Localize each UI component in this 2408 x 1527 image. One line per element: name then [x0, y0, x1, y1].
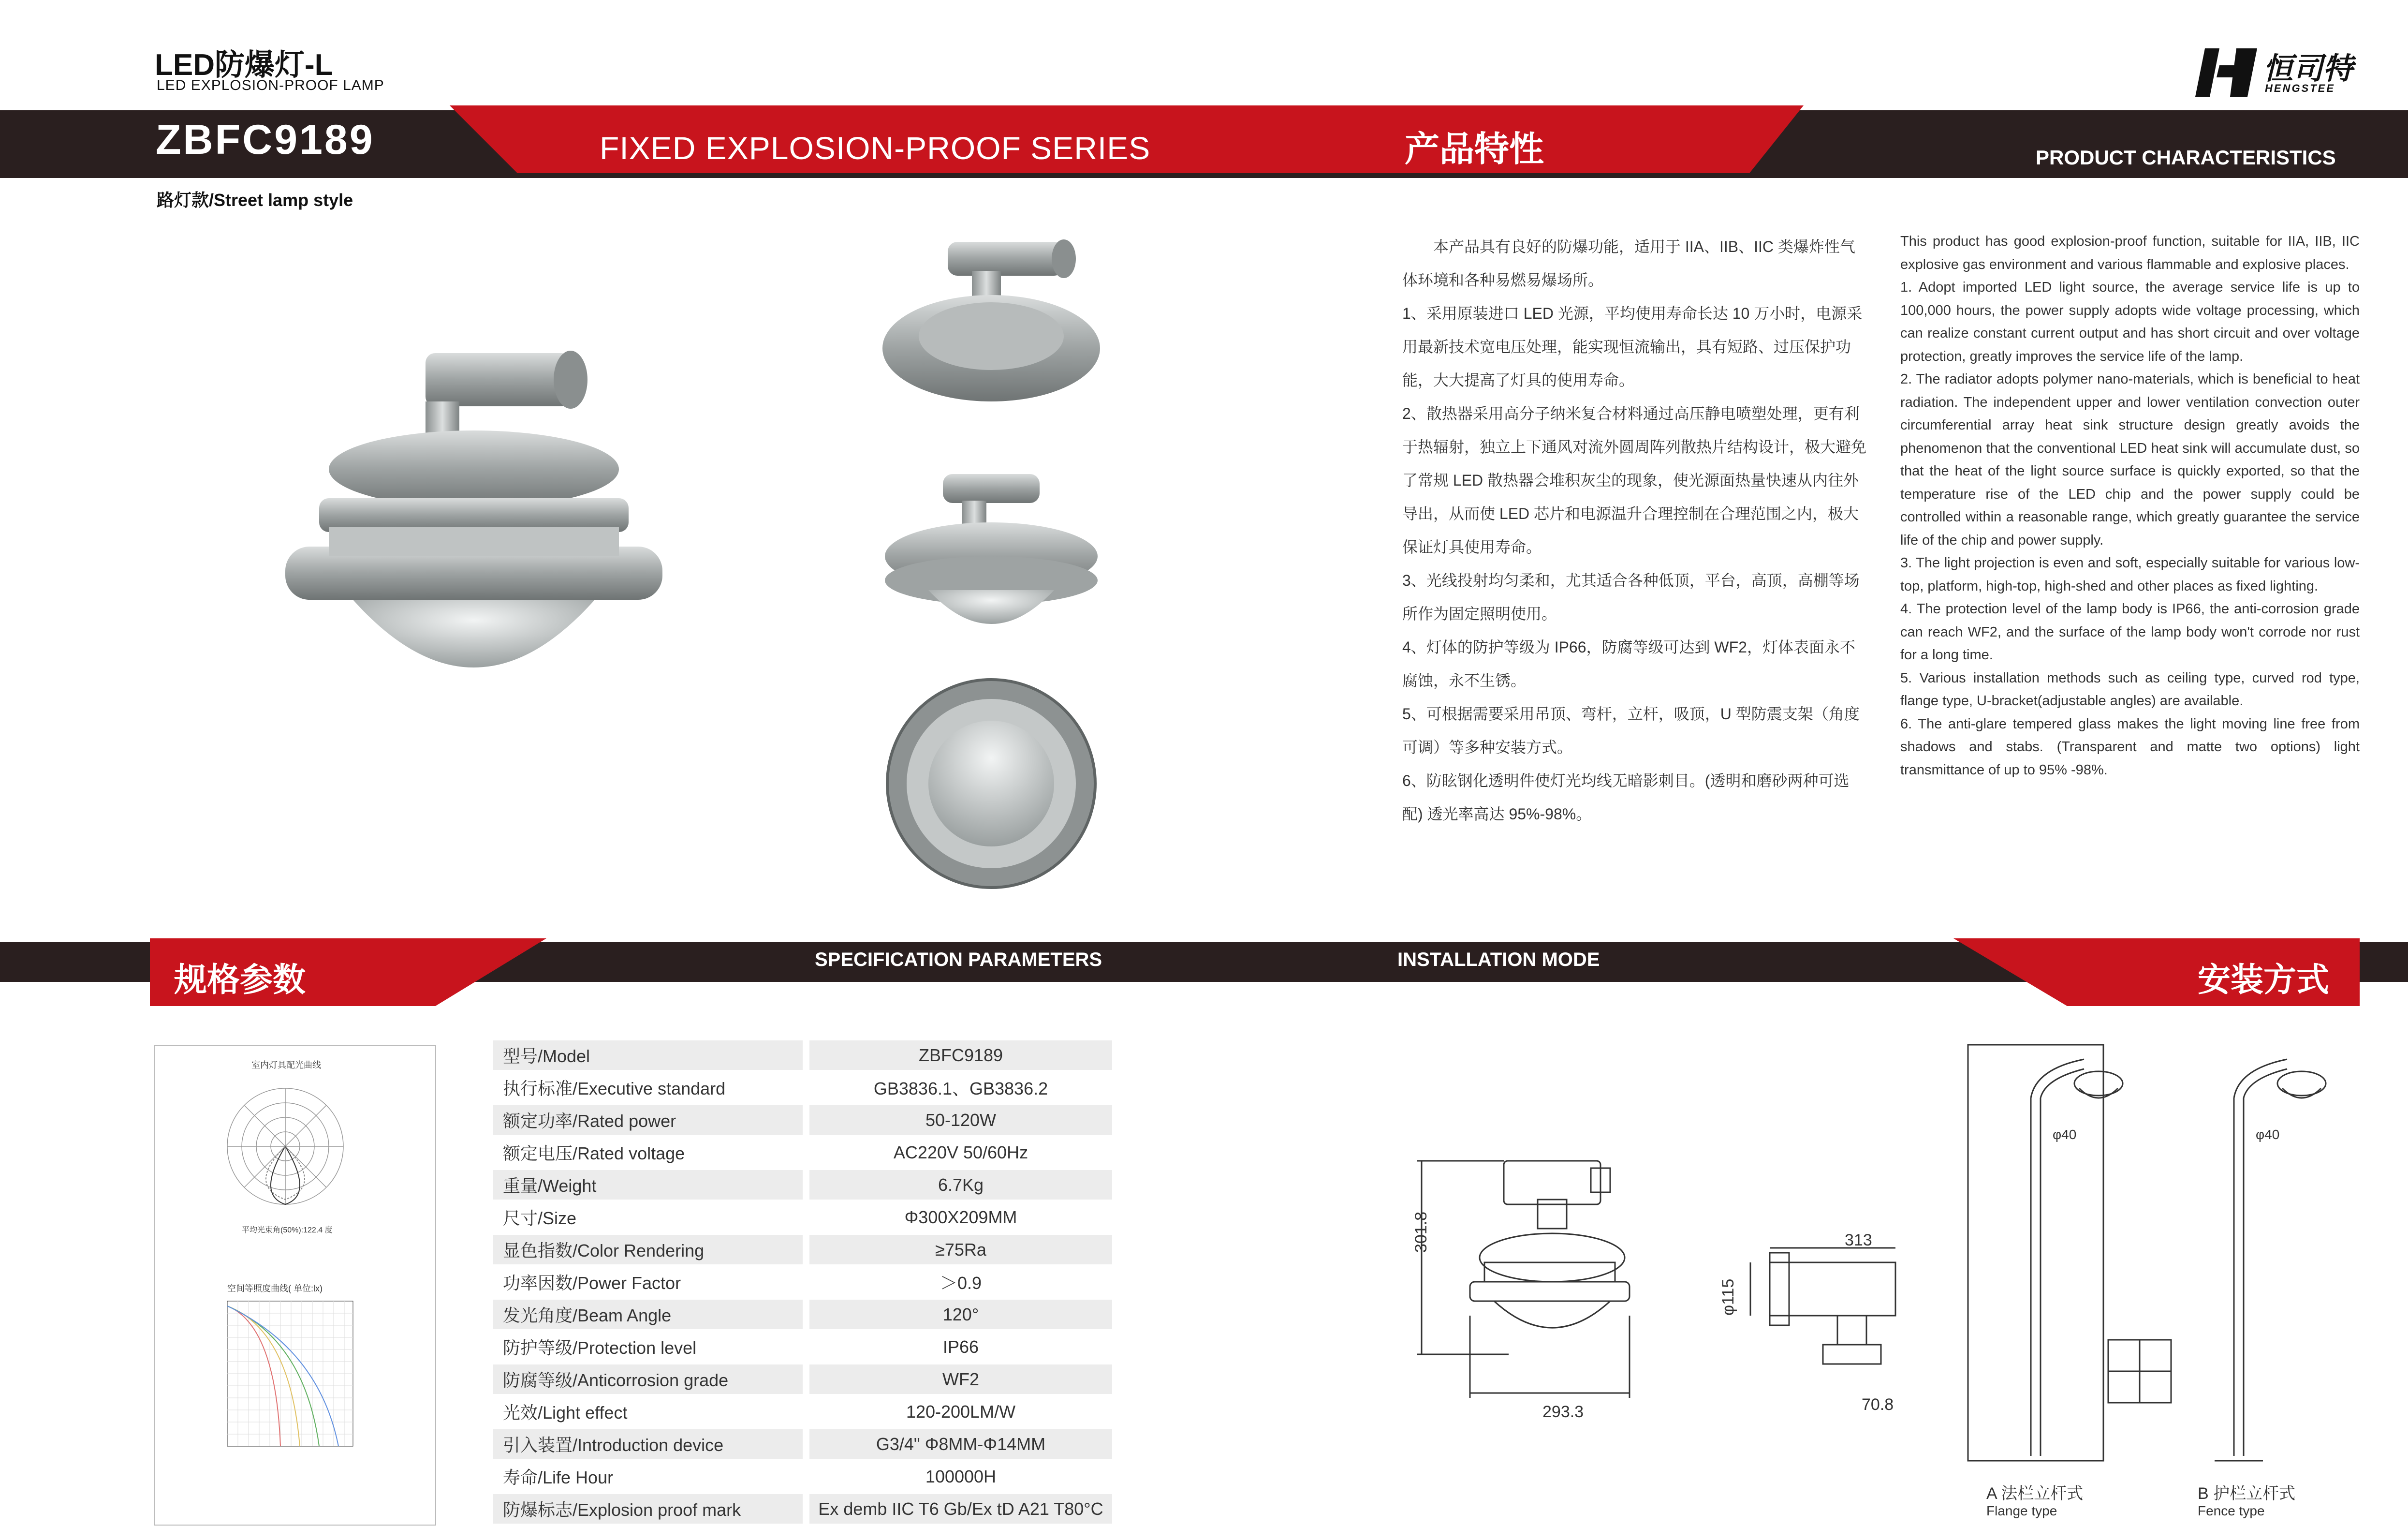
spec-gap	[803, 1105, 809, 1135]
spec-value: 120-200LM/W	[906, 1401, 1016, 1422]
spec-gap	[803, 1040, 809, 1070]
spec-gap	[803, 1202, 809, 1232]
spec-value: Φ300X209MM	[904, 1207, 1017, 1227]
spec-gap	[803, 1332, 809, 1362]
spec-value: 6.7Kg	[809, 1170, 1112, 1200]
spec-row	[493, 1494, 1112, 1524]
feature-en-3: 3. The light projection is even and soft, especially suitable for various low-top, platform, high-top, high-shed and other places as fixed lighting.	[1900, 555, 2360, 594]
spec-key: 尺寸/Size	[503, 1208, 577, 1228]
spec-gap	[803, 1073, 809, 1102]
feature-cn-2: 2、散热器采用高分子纳米复合材料通过高压静电喷塑处理，更有利于热辐射，独立上下通风对流外圆周阵列散热片结构设计，极大避免了常规 LED 散热器会堆积灰尘的现象，使光源面热量快速从内往外导出，从而使 LED 芯片和电源温升合理控制在合理范围之内，极大保证灯具使用寿命。	[1402, 405, 1867, 556]
dim-base: 70.8	[1862, 1395, 1894, 1414]
spec-key: 光效/Light effect	[503, 1403, 628, 1423]
spec-row	[493, 1429, 1112, 1459]
pole-b-diameter: φ40	[2256, 1127, 2280, 1142]
spec-row	[493, 1397, 1112, 1426]
install-title-en: INSTALLATION MODE	[1397, 949, 1600, 970]
spec-row	[493, 1462, 1112, 1491]
spec-gap	[803, 1429, 809, 1459]
spec-row	[493, 1332, 1112, 1362]
spec-value: ZBFC9189	[809, 1040, 1112, 1070]
polar-chart-caption: 平均光束角(50%):122.4 度	[242, 1226, 333, 1234]
spec-key: 功率因数/Power Factor	[503, 1273, 681, 1293]
spec-gap	[803, 1397, 809, 1426]
spec-title-en: SPECIFICATION PARAMETERS	[815, 949, 1102, 970]
feature-cn-3: 3、光线投射均匀柔和，尤其适合各种低顶，平台，高顶，高棚等场所作为固定照明使用。	[1402, 572, 1860, 623]
install-b-label-cn: B 护栏立杆式	[2198, 1484, 2296, 1503]
dim-arm-diameter: φ115	[1719, 1278, 1737, 1316]
dim-arm-length: 313	[1845, 1231, 1872, 1249]
isolux-chart	[218, 1296, 363, 1461]
style-subtitle: 路灯款/Street lamp style	[157, 190, 353, 210]
model-number: ZBFC9189	[156, 117, 375, 163]
spec-gap	[803, 1235, 809, 1264]
spec-row	[493, 1300, 1112, 1329]
spec-key: 防护等级/Protection level	[503, 1338, 697, 1358]
iso-chart-title: 空间等照度曲线( 单位:lx)	[227, 1284, 323, 1293]
feature-cn-5: 5、可根据需要采用吊顶、弯杆，立杆，吸顶，U 型防震支架（角度可调）等多种安装方式。	[1402, 705, 1860, 756]
feature-en-intro: This product has good explosion-proof function, suitable for IIA, IIB, IIC explosive gas environment and various flammable and explosive places.	[1900, 234, 2360, 272]
install-title-cn: 安装方式	[2198, 962, 2330, 998]
spec-value: AC220V 50/60Hz	[893, 1142, 1028, 1162]
spec-key: 额定功率/Rated power	[493, 1105, 803, 1135]
spec-key: 引入装置/Introduction device	[493, 1429, 803, 1459]
dim-width: 293.3	[1542, 1403, 1584, 1421]
spec-key: 防爆标志/Explosion proof mark	[493, 1494, 803, 1524]
feature-cn-intro: 本产品具有良好的防爆功能，适用于 IIA、IIB、IIC 类爆炸性气体环境和各种易燃易爆场所。	[1402, 238, 1855, 289]
spec-key: 型号/Model	[493, 1040, 803, 1070]
install-b-label-en: Fence type	[2198, 1503, 2265, 1518]
spec-gap	[803, 1170, 809, 1200]
spec-value: WF2	[809, 1364, 1112, 1394]
feature-en-2: 2. The radiator adopts polymer nano-materials, which is beneficial to heat radiation. The independent upper and lower ventilation convection outer circumferential array heat sink structure design greatly avoids the phenomenon that the conventional LED heat sink will accumulate dust, so that the heat of the light source surface is quickly exported, so that the temperature rise of the LED chip and the power supply could be controlled within a reasonable range, which greatly guarantee the service life of the chip and power supply.	[1900, 371, 2360, 548]
spec-value: GB3836.1、GB3836.2	[873, 1079, 1048, 1098]
brand-name-cn: 恒司特	[2263, 52, 2353, 86]
dim-height: 301.8	[1412, 1211, 1430, 1253]
spec-table	[493, 1038, 1112, 1527]
install-a-label-cn: A 法栏立杆式	[1986, 1484, 2084, 1503]
spec-key: 执行标准/Executive standard	[503, 1079, 726, 1098]
spec-value: Ex demb IIC T6 Gb/Ex tD A21 T80°C	[809, 1494, 1112, 1524]
lamp-photo-top-view	[875, 232, 1107, 406]
spec-value: G3/4" Φ8MM-Φ14MM	[809, 1429, 1112, 1459]
install-a-label-en: Flange type	[1986, 1503, 2057, 1518]
product-title-en: LED EXPLOSION-PROOF LAMP	[157, 77, 384, 93]
brand-name-en: HENGSTEE	[2265, 82, 2335, 94]
spec-gap	[803, 1462, 809, 1491]
spec-value: ＞0.9	[940, 1273, 982, 1293]
spec-value: 50-120W	[809, 1105, 1112, 1135]
series-title: FIXED EXPLOSION-PROOF SERIES	[600, 130, 1151, 166]
installation-drawings	[1963, 1040, 2379, 1475]
spec-gap	[803, 1138, 809, 1167]
spec-key: 显色指数/Color Rendering	[493, 1235, 803, 1264]
features-en-text	[1900, 230, 2360, 782]
polar-light-distribution-chart	[208, 1074, 382, 1219]
feature-en-5: 5. Various installation methods such as ceiling type, curved rod type, flange type, U-bracket(adjustable angles) are available.	[1900, 670, 2360, 709]
features-title-en: PRODUCT CHARACTERISTICS	[2036, 146, 2336, 169]
spec-gap	[803, 1364, 809, 1394]
spec-key: 发光角度/Beam Angle	[493, 1300, 803, 1329]
spec-row	[493, 1267, 1112, 1297]
spec-row	[493, 1105, 1112, 1135]
lamp-main-photo	[280, 339, 687, 716]
spec-row	[493, 1364, 1112, 1394]
spec-gap	[803, 1494, 809, 1524]
spec-key: 重量/Weight	[493, 1170, 803, 1200]
spec-row	[493, 1040, 1112, 1070]
spec-gap	[803, 1300, 809, 1329]
features-cn-text	[1402, 230, 1866, 831]
spec-row	[493, 1138, 1112, 1167]
feature-en-1: 1. Adopt imported LED light source, the average service life is up to 100,000 hours, the power supply adopts wide voltage processing, which can realize constant current output and has short circuit and over voltage protection, greatly improves the service life of the lamp.	[1900, 280, 2360, 364]
lamp-photo-side-view	[875, 474, 1107, 648]
brand-logo-icon	[2190, 44, 2258, 102]
spec-row	[493, 1170, 1112, 1200]
feature-en-6: 6. The anti-glare tempered glass makes the light moving line free from shadows and stabs. (Transparent and matte two options) light transmittance of up to 95% -98%.	[1900, 716, 2360, 778]
spec-value: 120°	[809, 1300, 1112, 1329]
spec-key: 额定电压/Rated voltage	[503, 1143, 685, 1163]
spec-key: 寿命/Life Hour	[503, 1468, 614, 1487]
pole-a-diameter: φ40	[2053, 1127, 2077, 1142]
feature-en-4: 4. The protection level of the lamp body is IP66, the anti-corrosion grade can reach WF2, and the surface of the lamp body won't corrode nor rust for a long time.	[1900, 601, 2360, 663]
spec-value: ≥75Ra	[809, 1235, 1112, 1264]
spec-value: IP66	[942, 1336, 979, 1357]
lamp-photo-bottom-view	[875, 677, 1107, 890]
spec-row	[493, 1235, 1112, 1264]
feature-cn-6: 6、防眩钢化透明件使灯光均线无暗影刺目。(透明和磨砂两种可选配) 透光率高达 95%-98%。	[1402, 772, 1850, 823]
product-title-cn: LED防爆灯-L	[155, 48, 333, 82]
spec-row	[493, 1073, 1112, 1102]
polar-chart-title: 室内灯具配光曲线	[251, 1060, 321, 1070]
spec-gap	[803, 1267, 809, 1297]
features-title-cn: 产品特性	[1405, 130, 1544, 169]
spec-key: 防腐等级/Anticorrosion grade	[493, 1364, 803, 1394]
spec-title-cn: 规格参数	[174, 962, 306, 998]
spec-value: 100000H	[925, 1466, 997, 1486]
spec-row	[493, 1202, 1112, 1232]
feature-cn-4: 4、灯体的防护等级为 IP66，防腐等级可达到 WF2，灯体表面永不腐蚀，永不生锈。	[1402, 638, 1855, 689]
feature-cn-1: 1、采用原装进口 LED 光源，平均使用寿命长达 10 万小时，电源采用最新技术宽电压处理，能实现恒流输出，具有短路、过压保护功能，大大提高了灯具的使用寿命。	[1402, 305, 1863, 389]
